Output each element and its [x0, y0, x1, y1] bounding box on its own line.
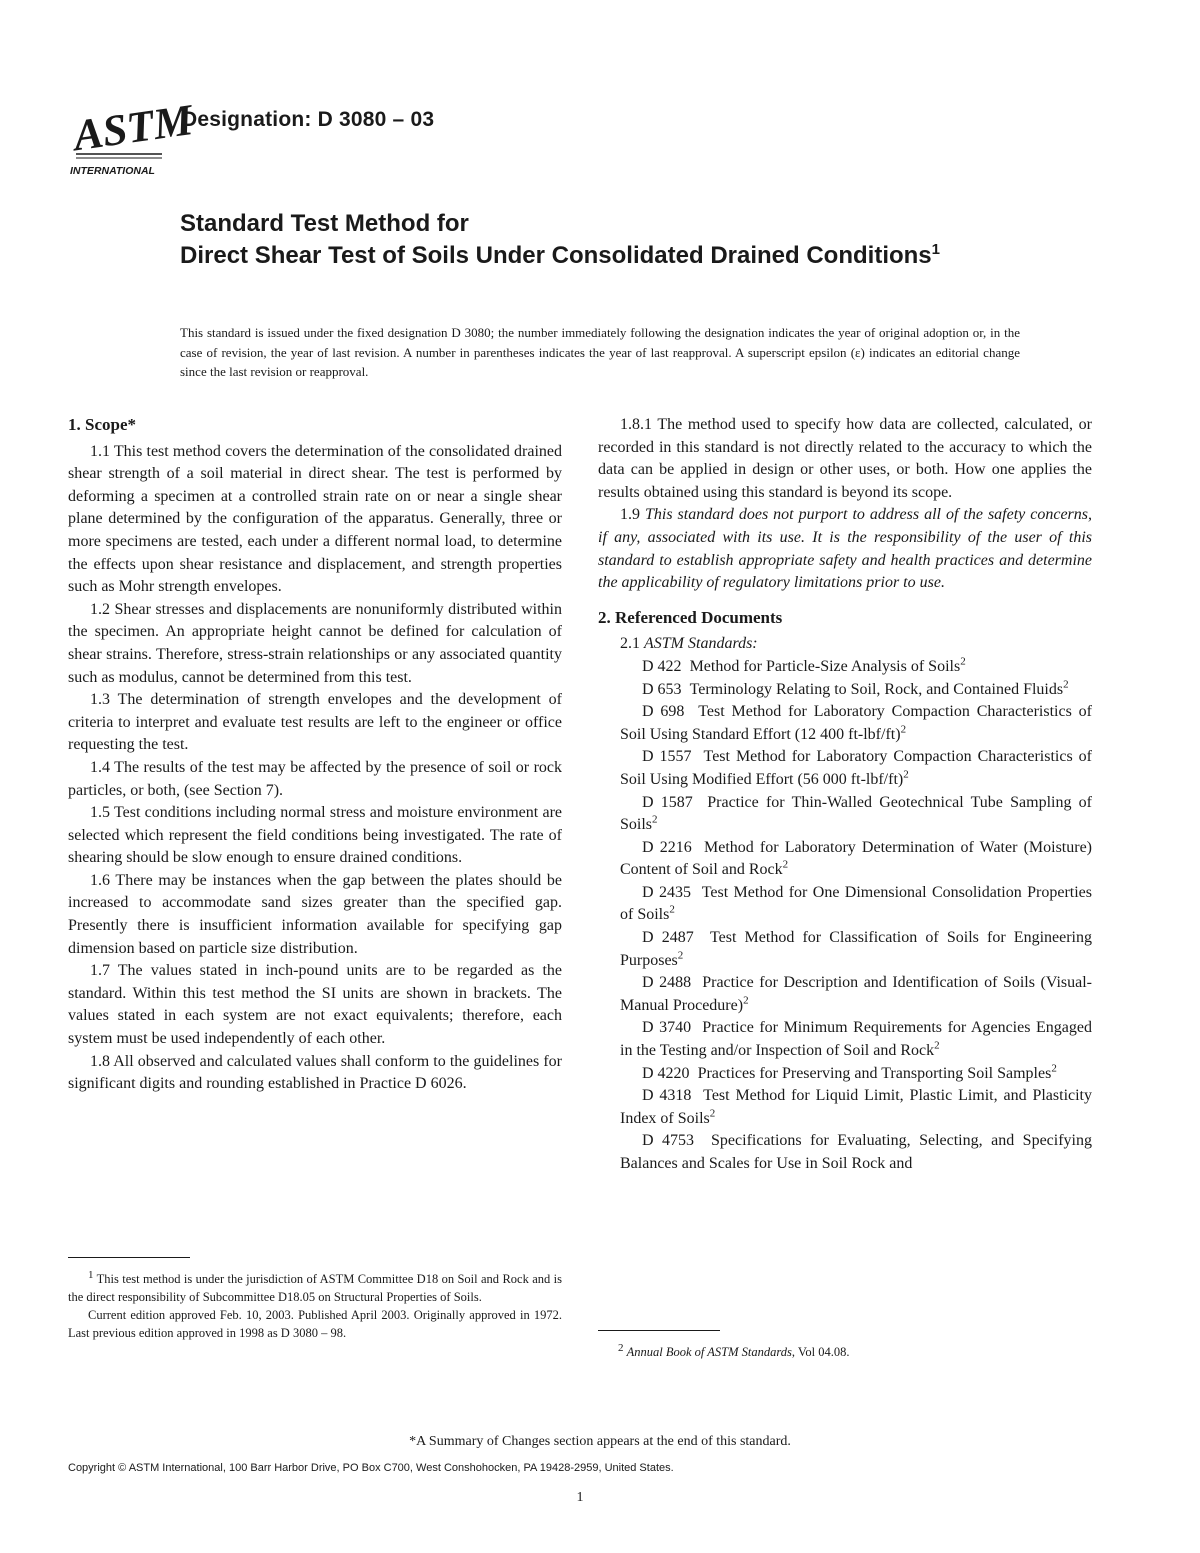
reference-title: Method for Particle-Size Analysis of Soils: [689, 657, 961, 675]
reference-title: Practices for Preserving and Transporting Soil Samples: [697, 1064, 1052, 1082]
reference-footnote-mark: 2: [669, 904, 675, 917]
paragraph-1-4: 1.4 The results of the test may be affected by the presence of soil or rock particles, or both, (see Section 7).: [68, 758, 562, 799]
reference-item: [598, 656, 1092, 679]
document-title: [180, 208, 1080, 272]
reference-footnote-mark: 2: [782, 858, 789, 871]
left-column: [68, 414, 562, 1096]
subsection-astm-standards: 2.1 ASTM Standards:: [620, 635, 758, 653]
reference-item: [598, 1063, 1092, 1086]
reference-item: [598, 1130, 1092, 1175]
reference-list: [598, 656, 1092, 1176]
footnote-rule-left: [68, 1257, 190, 1258]
section-heading-referenced-documents: 2. Referenced Documents: [598, 607, 783, 627]
reference-footnote-mark: 2: [743, 994, 749, 1007]
reference-title: Practice for Description and Identification of Soils (Visual-Manual Procedure): [620, 974, 1092, 1014]
page-number: 1: [576, 1490, 584, 1505]
svg-text:ASTM: ASTM: [70, 95, 196, 161]
reference-code: D 4220: [642, 1064, 690, 1082]
reference-code: D 422: [642, 657, 682, 675]
reference-code: D 4318: [642, 1087, 692, 1105]
reference-item: [598, 882, 1092, 927]
reference-code: D 1557: [642, 748, 692, 766]
reference-item: [598, 1017, 1092, 1062]
reference-code: D 653: [642, 680, 682, 698]
reference-code: D 2216: [642, 838, 692, 856]
paragraph-1-7: 1.7 The values stated in inch-pound units are to be regarded as the standard. Within this test method the SI units are shown in brackets. The values stated in each system are not exact equivalents; therefore, each system must be used independently of each other.: [68, 962, 562, 1048]
reference-item: [598, 837, 1092, 882]
reference-footnote-mark: 2: [903, 768, 909, 781]
reference-title: Test Method for Classification of Soils for Engineering Purposes: [620, 929, 1092, 969]
footnote-2: $^2$ Annual Book of ASTM Standards, Vol 04.08.: [618, 1341, 850, 1359]
reference-footnote-mark: 2: [1063, 678, 1069, 691]
paragraph-1-5: 1.5 Test conditions including normal stress and moisture environment are selected which represent the field conditions being investigated. The rate of shearing should be slow enough to ensure drained conditions.: [68, 804, 562, 867]
reference-code: D 4753: [642, 1132, 695, 1150]
paragraph-1-9: 1.9 This standard does not purport to address all of the safety concerns, if any, associated with its use. It is the responsibility of the user of this standard to establish appropriate safety and health practices and determine the applicability of regulatory limitations prior to use.: [598, 506, 1093, 592]
reference-title: Test Method for One Dimensional Consolidation Properties of Soils: [620, 883, 1093, 924]
right-column: [598, 414, 1092, 1176]
summary-note: *A Summary of Changes section appears at the end of this standard.: [409, 1434, 791, 1449]
reference-code: D 698: [642, 703, 685, 721]
reference-title: Method for Laboratory Determination of Water (Moisture) Content of Soil and Rock: [620, 838, 1093, 879]
paragraph-1-2: 1.2 Shear stresses and displacements are nonuniformly distributed within the specimen. An appropriate height cannot be defined for calculation of shear strains. Therefore, stress-strain relationships or any associated quantity such as modulus, cannot be determined from this test.: [68, 600, 562, 686]
reference-code: D 2487: [642, 929, 694, 947]
reference-footnote-mark: 2: [709, 1107, 716, 1120]
reference-item: [598, 679, 1092, 702]
title-line-1: Standard Test Method for: [180, 210, 469, 237]
reference-item: [598, 792, 1092, 837]
reference-footnote-mark: 2: [652, 813, 658, 826]
reference-title: Practice for Thin-Walled Geotechnical Tube Sampling of Soils: [620, 793, 1093, 834]
reference-title: Specifications for Evaluating, Selecting, and Specifying Balances and Scales for Use in Soil Rock and: [620, 1132, 1092, 1172]
reference-code: D 3740: [642, 1019, 692, 1037]
footnote-rule-right: [598, 1330, 720, 1331]
copyright: Copyright © ASTM International, 100 Barr Harbor Drive, PO Box C700, West Conshohocken, PA 19428-2959, United States.: [68, 1462, 674, 1474]
reference-item: [598, 1085, 1092, 1130]
astm-logo: [66, 95, 196, 178]
reference-code: D 1587: [642, 793, 693, 811]
reference-footnote-mark: 2: [677, 949, 684, 962]
title-line-2: Direct Shear Test of Soils Under Consolidated Drained Conditions$^1$: [180, 241, 940, 269]
reference-code: D 2435: [642, 883, 691, 901]
reference-title: Practice for Minimum Requirements for Agencies Engaged in the Testing and/or Inspection of Soil and Rock: [620, 1019, 1092, 1060]
reference-code: D 2488: [642, 974, 692, 992]
footnote-1: $^1$ This test method is under the jurisdiction of ASTM Committee D18 on Soil and Rock and is the direct responsibility of Subcommittee D18.05 on Structural Properties of Soils. Current edition approved Feb. 10, 2003. Published April 2003. Originally approved in 1972. Last previous edition approved in 1998 as D 3080 – 98.: [68, 1268, 562, 1340]
reference-footnote-mark: 2: [934, 1039, 940, 1052]
standard-notice: This standard is issued under the fixed designation D 3080; the number immediately following the designation indicates the year of original adoption or, in the case of revision, the year of last revision. A number in parentheses indicates the year of last reapproval. A superscript epsilon (ε) indicates an editorial change since the last revision or reapproval.: [180, 325, 1020, 379]
reference-title: Test Method for Laboratory Compaction Characteristics of Soil Using Standard Effort (12 400 ft-lbf/ft): [620, 703, 1093, 743]
reference-item: [598, 927, 1092, 972]
paragraph-1-8: 1.8 All observed and calculated values shall conform to the guidelines for significant digits and rounding established in Practice D 6026.: [68, 1052, 562, 1093]
reference-title: Test Method for Laboratory Compaction Characteristics of Soil Using Modified Effort (56 000 ft-lbf/ft): [620, 748, 1093, 788]
reference-footnote-mark: 2: [900, 723, 907, 736]
designation: Designation: D 3080 – 03: [182, 108, 435, 131]
paragraph-1-3: 1.3 The determination of strength envelopes and the development of criteria to interpret and evaluate test results are left to the engineer or office requesting the test.: [68, 691, 562, 754]
paragraph-1-1: 1.1 This test method covers the determination of the consolidated drained shear strength of a soil material in direct shear. The test is performed by deforming a specimen at a controlled strain rate on or near a single shear plane determined by the configuration of the apparatus. Generally, three or more specimens are tested, each under a different normal load, to determine the effects upon shear resistance and displacement, and strength properties such as Mohr strength envelopes.: [68, 442, 562, 596]
reference-item: [598, 972, 1092, 1017]
reference-item: [598, 746, 1092, 791]
section-heading-scope: 1. Scope*: [68, 415, 136, 434]
reference-title: Test Method for Liquid Limit, Plastic Limit, and Plasticity Index of Soils: [620, 1087, 1093, 1127]
paragraph-1-6: 1.6 There may be instances when the gap between the plates should be increased to accommodate sand sizes greater than the specified gap. Presently there is insufficient information available for specifying gap dimension based on particle size distribution.: [68, 871, 562, 957]
reference-footnote-mark: 2: [1051, 1062, 1057, 1075]
reference-title: Terminology Relating to Soil, Rock, and Contained Fluids: [689, 680, 1064, 698]
reference-footnote-mark: 2: [960, 655, 966, 668]
svg-text:INTERNATIONAL: INTERNATIONAL: [70, 165, 155, 177]
reference-item: [598, 701, 1092, 746]
paragraph-1-8-1: 1.8.1 The method used to specify how data are collected, calculated, or recorded in this standard is not directly related to the accuracy to which the data can be applied in design or other uses, or both. How one applies the results obtained using this standard is beyond its scope.: [598, 416, 1092, 501]
